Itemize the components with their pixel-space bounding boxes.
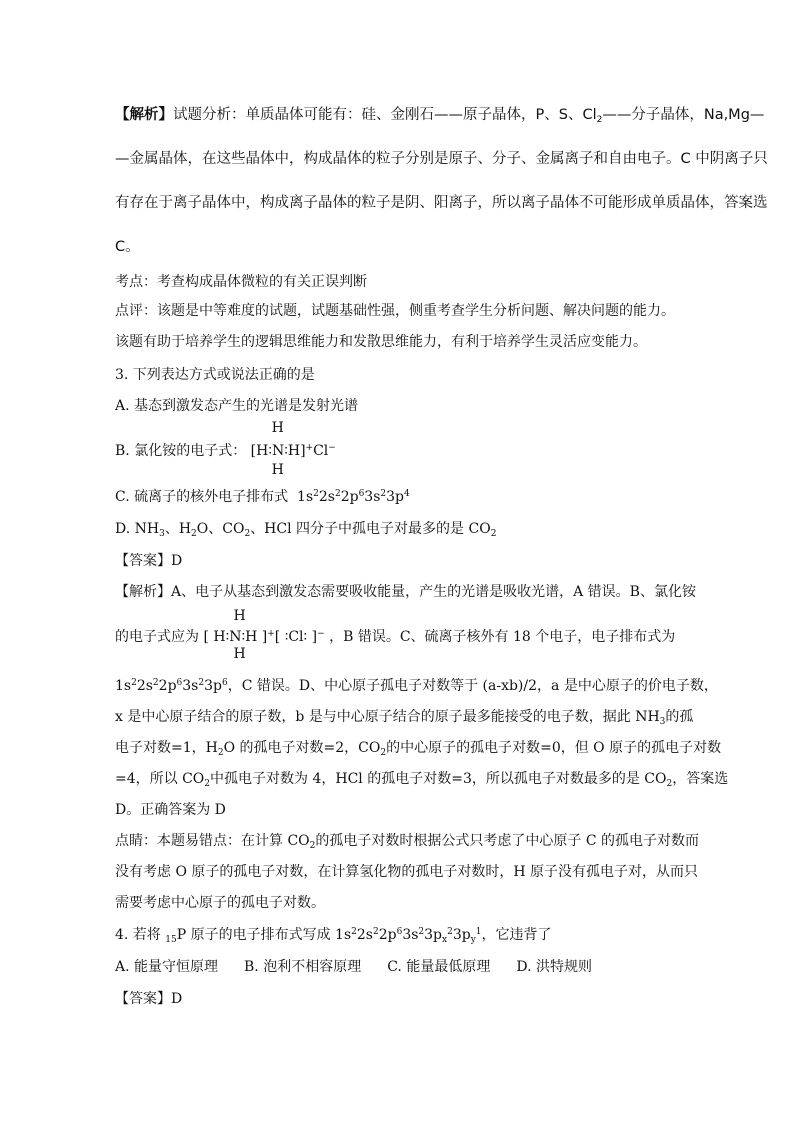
formula-center: [H∶N∶H] xyxy=(250,443,306,459)
expl3-line-7: D。正确答案为 D xyxy=(115,802,226,818)
sulfide-config-correct: $1s^22s^22p^63s^23p^6$ xyxy=(115,678,228,694)
ammonium-chloride-correct-formula: H [ H∶N∶H ]+[ ∶Cl∶ ]− H xyxy=(203,608,325,662)
expl3-line-3: $1s^22s^22p^63s^23p^6$，C 错误。D、中心原子孤电子对数等于 (a-xb)/2，a 是中心原子的价电子数， xyxy=(115,678,718,694)
expl3-line-10: 需要考虑中心原子的孤电子对数。 xyxy=(115,895,325,911)
q4-option-d: D. 洪特规则 xyxy=(516,959,592,975)
formula-cl: [ ∶Cl∶ ] xyxy=(274,629,318,645)
option-b-label: B. 氯化铵的电子式： xyxy=(115,443,247,459)
analysis-line-4: C。 xyxy=(115,239,140,255)
q3-option-c xyxy=(115,488,410,506)
q4-answer: 【答案】D xyxy=(115,991,183,1007)
analysis-tag: 【解析】 xyxy=(115,107,173,123)
formula-center: [ H∶N∶H ] xyxy=(203,629,268,645)
expl3-line-1: 【解析】A、电子从基态到激发态需要吸收能量，产生的光谱是吸收光谱，A 错误。B、氯化铵 xyxy=(115,584,696,600)
q4-option-a: A. 能量守恒原理 xyxy=(115,959,219,975)
q3-option-b xyxy=(115,420,336,478)
q4-option-c: C. 能量最低原理 xyxy=(387,959,491,975)
sulfide-config: $1s^22s^22p^63s^23p^4$ xyxy=(297,489,410,505)
dianping-line: 点评：该题是中等难度的试题，试题基础性强，侧重考查学生分析问题、解决问题的能力。 xyxy=(115,303,675,319)
analysis-text: 试题分析：单质晶体可能有：硅、金刚石——原子晶体，P、S、Cl xyxy=(173,107,597,123)
formula-h-bottom: H xyxy=(271,462,284,478)
kaodian-line: 考点：考查构成晶体微粒的有关正误判断 xyxy=(115,274,367,290)
charge-plus: + xyxy=(305,443,314,453)
q4-stem: 4. 若将 $_{15}$P 原子的电子排布式写成 $1s^22s^22p^63s^23p_x^23p_y^1$，它违背了 xyxy=(115,927,552,945)
expl3-line-2: 的电子式应为 H [ H∶N∶H ]+[ ∶Cl∶ ]− H ，B 错误。C、硫离子核外有 18 个电子，电子排布式为 xyxy=(115,608,676,662)
option-c-label: C. 硫离子的核外电子排布式 xyxy=(115,489,289,505)
q3-option-a: A. 基态到激发态产生的光谱是发射光谱 xyxy=(115,398,359,414)
q3-stem: 3. 下列表达方式或说法正确的是 xyxy=(115,367,315,383)
analysis-line-1 xyxy=(115,106,764,124)
q3-answer: 【答案】D xyxy=(115,553,183,569)
expl3-line-5: 电子对数=1，$H_2O$ 的孤电子对数=2，$CO_2$的中心原子的孤电子对数=0，但 O 原子的孤电子对数 xyxy=(115,740,722,758)
formula-cl: Cl xyxy=(313,443,329,459)
expl3-line-9: 没有考虑 O 原子的孤电子对数，在计算氢化物的孤电子对数时，H 原子没有孤电子对，从而只 xyxy=(115,864,699,880)
formula-h-top: H xyxy=(233,608,246,624)
q4-options xyxy=(115,958,592,976)
formula-h-bottom: H xyxy=(233,646,246,662)
expl3-line-6: =4，所以 $CO_2$中孤电子对数为 4，HCl 的孤电子对数=3，所以孤电子对数最多的是 $CO_2$，答案选 xyxy=(115,771,729,789)
charge-minus: − xyxy=(328,443,336,453)
dianping-line-2: 该题有助于培养学生的逻辑思维能力和发散思维能力，有利于培养学生灵活应变能力。 xyxy=(115,334,647,350)
expl3-line-8: 点睛：本题易错点：在计算 $CO_2$的孤电子对数时根据公式只考虑了中心原子 C 的孤电子对数而 xyxy=(115,833,699,851)
analysis-line-3: 有存在于离子晶体中，构成离子晶体的粒子是阴、阳离子，所以离子晶体不可能形成单质晶体，答案选 xyxy=(115,195,768,211)
q3-option-d: D. $NH_3$、$H_2O$、$CO_2$、HCl 四分子中孤电子对最多的是 $CO_2$ xyxy=(115,521,497,539)
q4-option-b: B. 泡利不相容原理 xyxy=(244,959,362,975)
formula-h-top: H xyxy=(271,420,284,436)
subscript: 2 xyxy=(596,115,603,125)
analysis-line-2: —金属晶体，在这些晶体中，构成晶体的粒子分别是原子、分子、金属离子和自由电子。C 中阴离子只 xyxy=(115,151,768,167)
expl3-line-4: x 是中心原子结合的原子数，b 是与中心原子结合的原子最多能接受的电子数，据此 $NH_3$的孤 xyxy=(115,709,694,727)
ammonium-electron-formula xyxy=(250,420,336,478)
analysis-text: ——分子晶体，Na,Mg— xyxy=(602,107,765,123)
